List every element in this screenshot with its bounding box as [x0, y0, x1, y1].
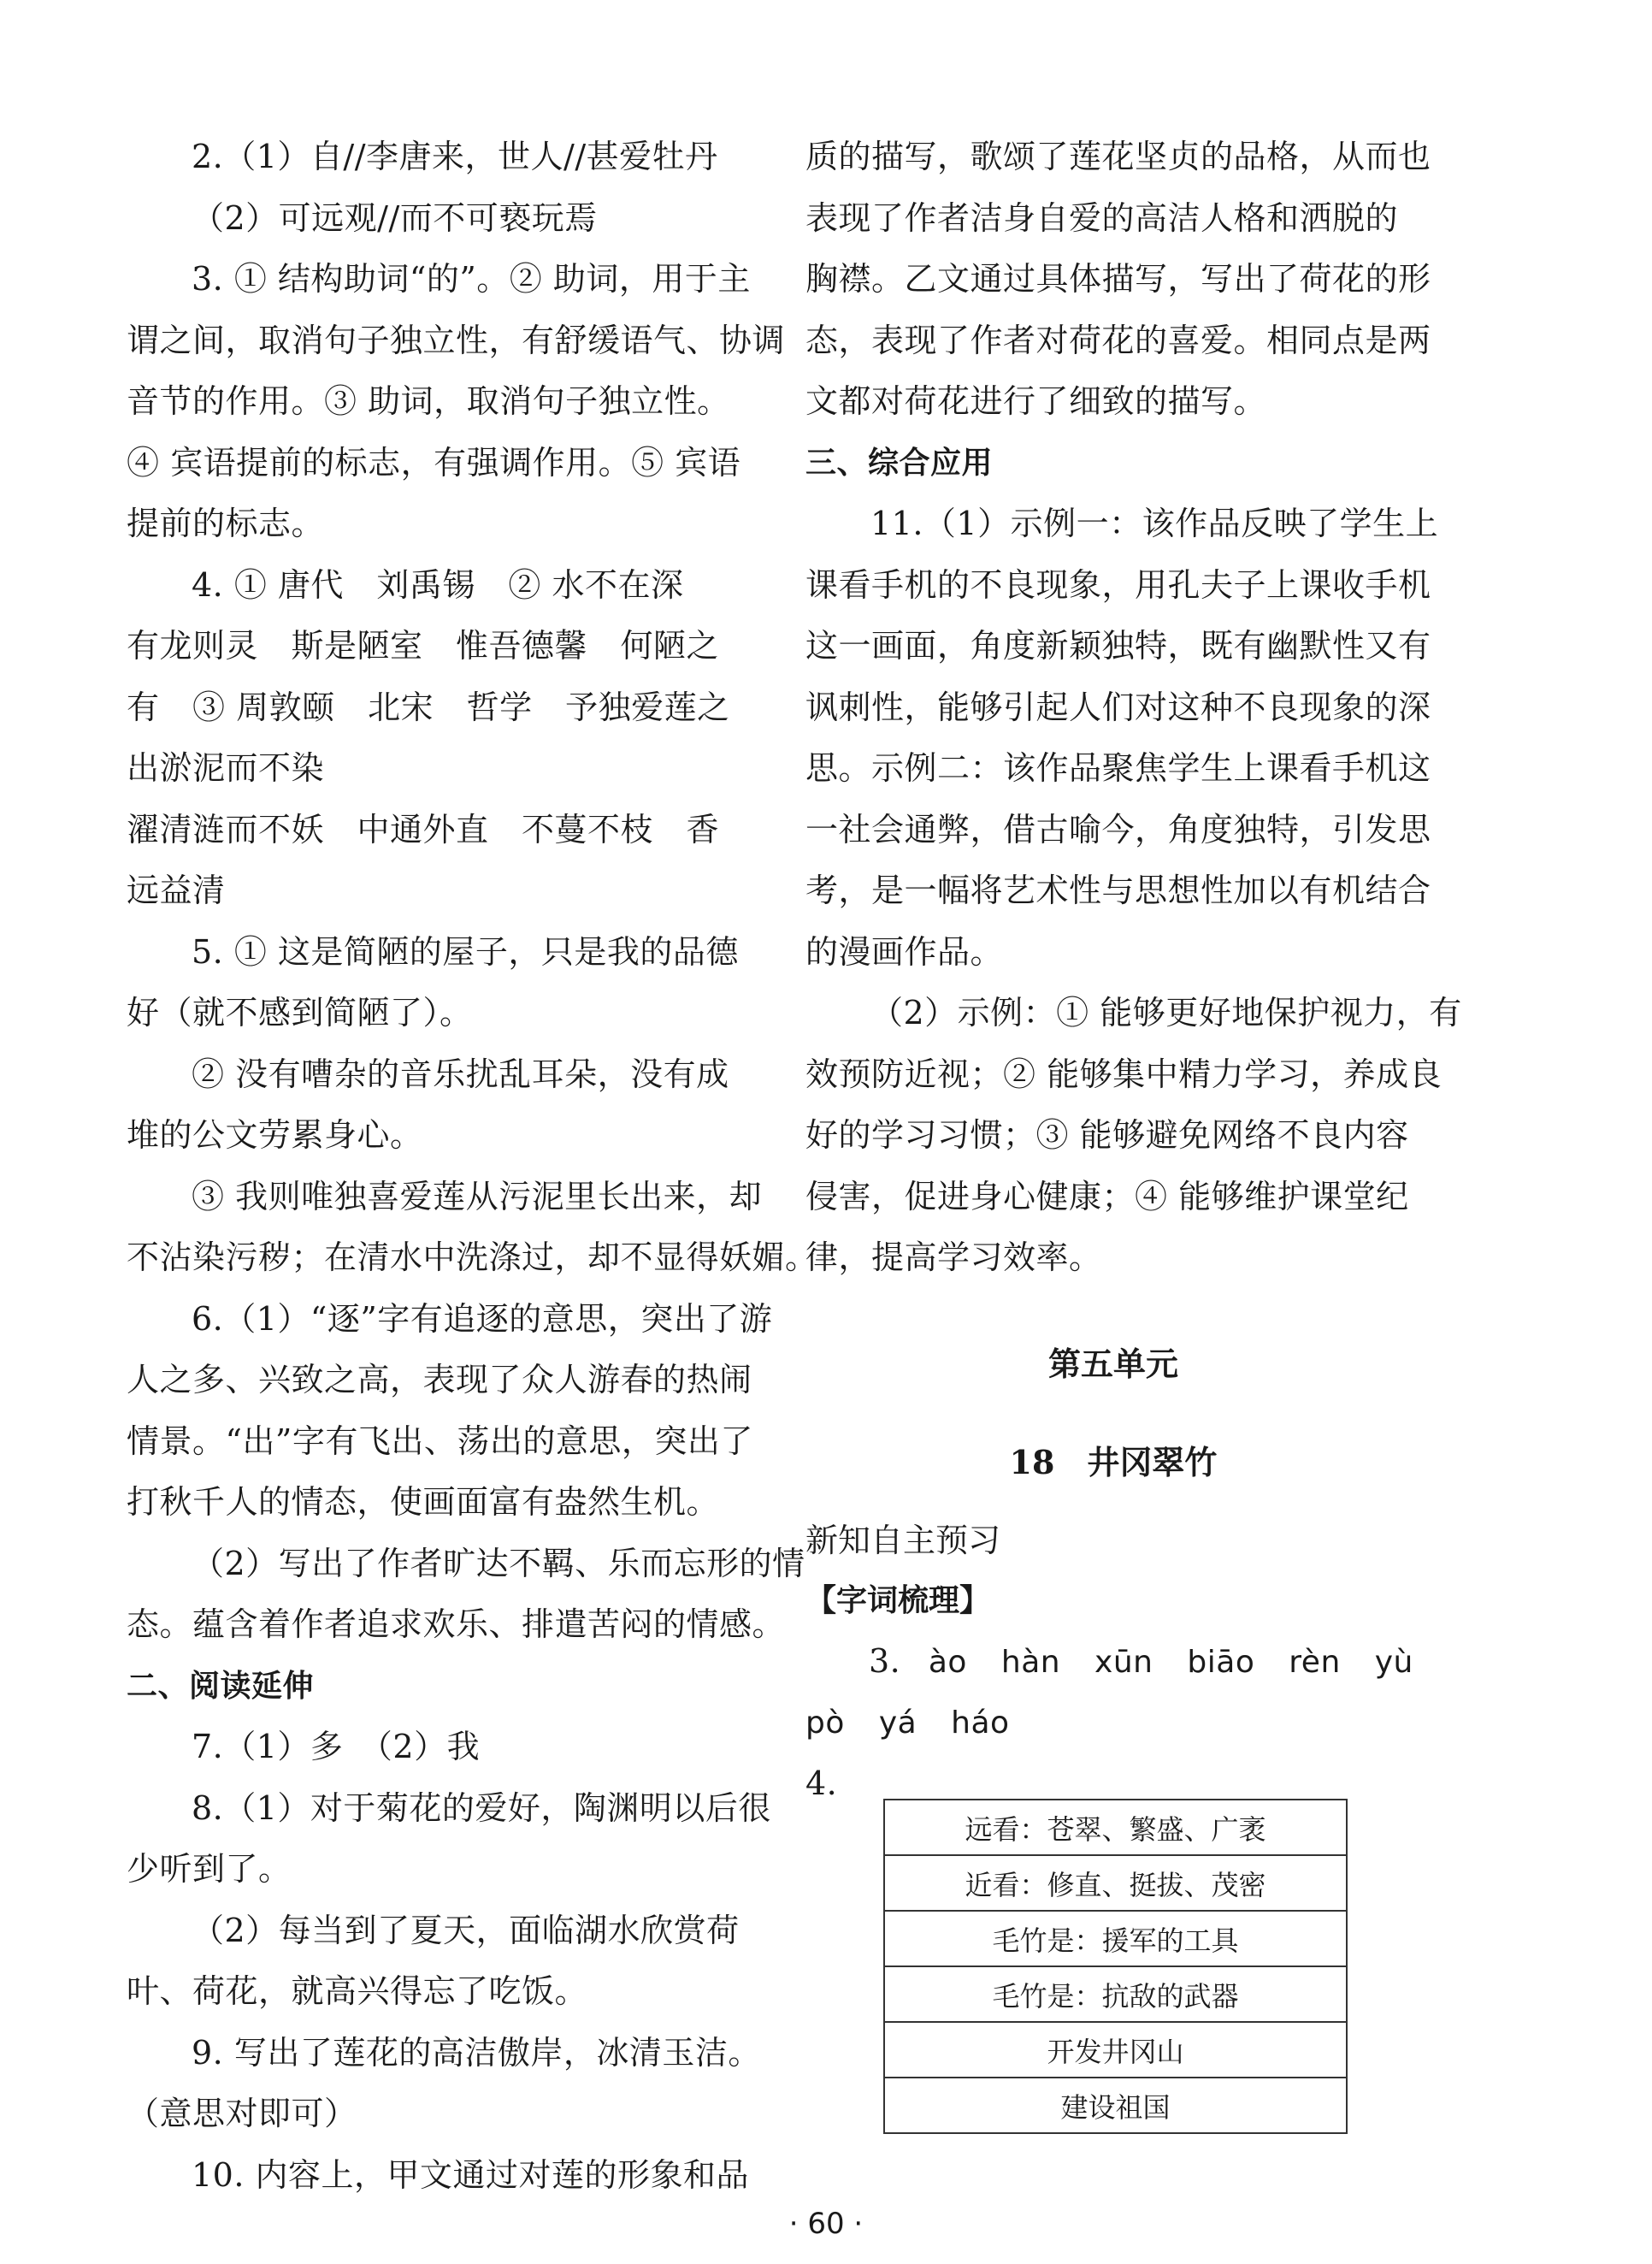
chart-cell: 建设祖国 — [884, 2078, 1347, 2133]
left-line: 有龙则灵 斯是陋室 惟吾德馨 何陋之 — [127, 627, 720, 665]
structure-chart — [883, 1799, 1348, 2134]
right-line: 律，提高学习效率。 — [805, 1238, 1102, 1276]
bracket-title: 【字词梳理】 — [805, 1582, 991, 1618]
left-line: 2.（1）自//李唐来，世人//甚爱牡丹 — [192, 138, 718, 175]
right-line: （2）示例：① 能够更好地保护视力，有 — [870, 994, 1462, 1032]
unit-title: 第五单元 — [1047, 1345, 1178, 1383]
left-line: ④ 宾语提前的标志，有强调作用。⑤ 宾语 — [127, 443, 741, 482]
right-line: 考，是一幅将艺术性与思想性加以有机结合 — [805, 872, 1431, 909]
right-line: 这一画面，角度新颖独特，既有幽默性又有 — [805, 627, 1431, 665]
chart-cell: 远看：苍翠、繁盛、广袤 — [884, 1800, 1347, 1855]
left-line: 4. ① 唐代 刘禹锡 ② 水不在深 — [192, 565, 684, 604]
right-line: 表现了作者洁身自爱的高洁人格和洒脱的 — [805, 198, 1399, 237]
chart-row — [884, 2022, 1347, 2078]
chart-row — [884, 1800, 1347, 1855]
left-line: 谓之间，取消句子独立性，有舒缓语气、协调 — [127, 321, 786, 359]
left-line: 叶、荷花，就高兴得忘了吃饭。 — [127, 1972, 588, 2010]
left-line: 不沾染污秽；在清水中洗涤过，却不显得妖媚。 — [127, 1238, 818, 1276]
chart-cell: 毛竹是：抗敌的武器 — [884, 1966, 1347, 2022]
left-line: 7.（1）多 （2）我 — [192, 1728, 481, 1765]
q3-label: 3. — [869, 1641, 901, 1680]
page-number: · 60 · — [788, 2207, 864, 2241]
left-line: 提前的标志。 — [127, 505, 325, 542]
q4-label: 4. — [805, 1764, 838, 1802]
right-line: 好的学习习惯；③ 能够避免网络不良内容 — [805, 1116, 1409, 1154]
left-column — [127, 127, 818, 2206]
lesson-title: 18 井冈翠竹 — [1009, 1442, 1218, 1481]
chart-row — [884, 1855, 1347, 1911]
left-line: 远益清 — [127, 872, 226, 909]
right-line: 思。示例二：该作品聚焦学生上课看手机这 — [805, 749, 1431, 787]
chart-cell: 开发井冈山 — [884, 2022, 1347, 2078]
right-line: 的漫画作品。 — [805, 932, 1004, 971]
left-line: 6.（1）“逐”字有追逐的意思，突出了游 — [192, 1299, 773, 1338]
left-line: ③ 我则唯独喜爱莲从污泥里长出来，却 — [192, 1177, 763, 1215]
left-line: 好（就不感到简陋了）。 — [127, 994, 473, 1032]
left-line: 8.（1）对于菊花的爱好，陶渊明以后很 — [192, 1788, 771, 1827]
left-line: 有 ③ 周敦颐 北宋 哲学 予独爱莲之 — [127, 688, 730, 726]
left-line: 10. 内容上，甲文通过对莲的形象和品 — [192, 2155, 750, 2194]
left-line: 5. ① 这是简陋的屋子，只是我的品德 — [192, 932, 739, 971]
right-line: 课看手机的不良现象，用孔夫子上课收手机 — [805, 565, 1431, 604]
chart-row — [884, 1911, 1347, 1966]
chart-row — [884, 2078, 1347, 2133]
q3-line-1 — [805, 1631, 1421, 1693]
left-line: 音节的作用。③ 助词，取消句子独立性。 — [127, 382, 730, 420]
q3-line-2 — [805, 1692, 1421, 1753]
left-line: 濯清涟而不妖 中通外直 不蔓不枝 香 — [127, 810, 720, 848]
right-line: 侵害，促进身心健康；④ 能够维护课堂纪 — [805, 1177, 1409, 1215]
left-line: 堆的公文劳累身心。 — [127, 1116, 423, 1154]
q3-pinyin-1: ào hàn xūn biāo rèn yù — [928, 1644, 1413, 1680]
left-line: ② 没有嘈杂的音乐扰乱耳朵，没有成 — [192, 1055, 729, 1093]
section-title: 新知自主预习 — [805, 1521, 1001, 1559]
chart-cell: 近看：修直、挺拔、茂密 — [884, 1855, 1347, 1911]
right-line: 质的描写，歌颂了莲花坚贞的品格，从而也 — [805, 138, 1431, 175]
q3-pinyin-2: pò yá háo — [805, 1705, 1010, 1741]
left-line: 出淤泥而不染 — [127, 749, 325, 787]
left-line: （2）写出了作者旷达不羁、乐而忘形的情 — [192, 1544, 805, 1582]
right-column — [805, 127, 1462, 1814]
right-line: 讽刺性，能够引起人们对这种不良现象的深 — [805, 688, 1431, 726]
left-line: （意思对即可） — [127, 2095, 357, 2132]
section-heading: 三、综合应用 — [805, 445, 994, 481]
left-line: （2）可远观//而不可亵玩焉 — [192, 198, 598, 237]
chart-row — [884, 1966, 1347, 2022]
right-line: 效预防近视；② 能够集中精力学习，养成良 — [805, 1055, 1443, 1093]
left-line: （2）每当到了夏天，面临湖水欣赏荷 — [192, 1911, 740, 1949]
right-line: 11.（1）示例一：该作品反映了学生上 — [870, 505, 1439, 542]
left-line: 态。蕴含着作者追求欢乐、排遣苦闷的情感。 — [127, 1605, 786, 1643]
left-line: 人之多、兴致之高，表现了众人游春的热闹 — [127, 1361, 752, 1398]
right-line: 胸襟。乙文通过具体描写，写出了荷花的形 — [805, 260, 1431, 298]
section-heading: 二、阅读延伸 — [127, 1668, 315, 1704]
left-line: 打秋千人的情态，使画面富有盎然生机。 — [127, 1483, 720, 1521]
left-line: 少听到了。 — [127, 1850, 292, 1888]
right-line: 一社会通弊，借古喻今，角度独特，引发思 — [805, 810, 1431, 848]
right-line: 态，表现了作者对荷花的喜爱。相同点是两 — [805, 321, 1431, 359]
right-column-answers — [805, 127, 1462, 1289]
left-line: 9. 写出了莲花的高洁傲岸，冰清玉洁。 — [192, 2033, 761, 2072]
right-line: 文都对荷花进行了细致的描写。 — [805, 382, 1267, 420]
chart-cell: 毛竹是：援军的工具 — [884, 1911, 1347, 1966]
left-line: 情景。“出”字有飞出、荡出的意思，突出了 — [127, 1422, 753, 1460]
left-line: 3. ① 结构助词“的”。② 助词，用于主 — [192, 260, 751, 298]
